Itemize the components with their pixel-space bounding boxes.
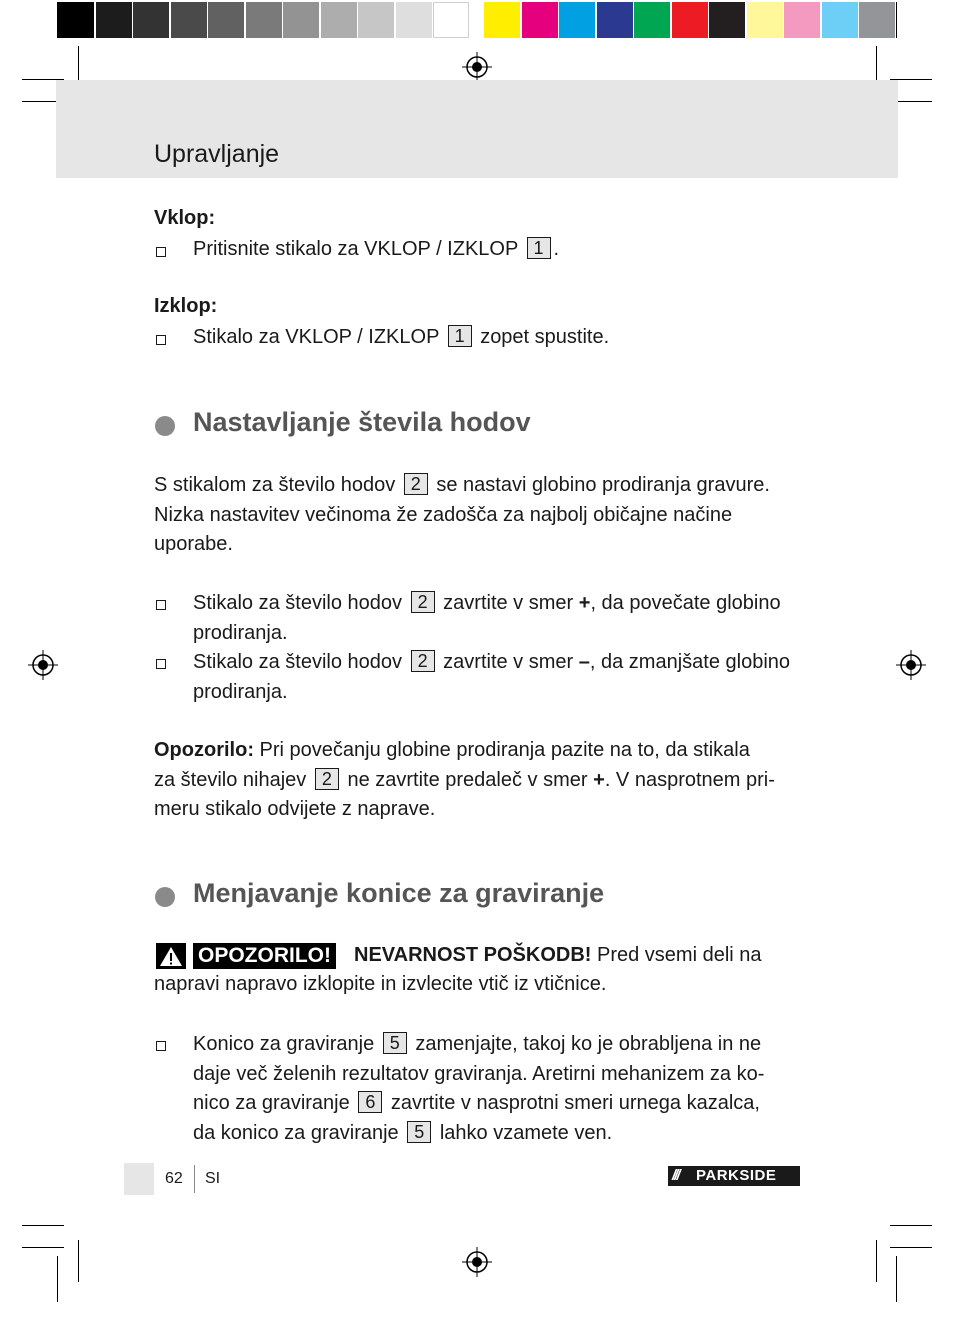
stroke-decrease-item: Stikalo za število hodov 2 zavrtite v smer –, da zmanjšate globino prodiranja. — [193, 651, 791, 703]
crop-mark — [57, 2, 58, 38]
crop-mark — [22, 1225, 64, 1226]
grayscale-swatch — [283, 2, 319, 38]
bullet-square-icon — [156, 600, 166, 610]
bullet-square-icon — [156, 659, 166, 669]
warning-badge: OPOZORILO! — [193, 943, 336, 969]
section-bullet-icon — [155, 416, 175, 436]
crop-mark — [57, 1256, 58, 1302]
crop-mark — [78, 1240, 79, 1282]
warning-text: NEVARNOST POŠKODB! Pred vsemi deli na — [354, 944, 762, 966]
bullet-square-icon — [156, 335, 166, 345]
process-color-swatch — [859, 2, 895, 38]
vklop-item: Pritisnite stikalo za VKLOP / IZKLOP 1 . — [193, 238, 560, 260]
stroke-intro-paragraph: S stikalom za število hodov 2 se nastavi globino prodiranja gravure. Nizka nastavitev večinoma že zadošča za najbolj običajne načine uporabe. — [154, 474, 770, 555]
grayscale-swatch — [321, 2, 357, 38]
page-title: Upravljanje — [154, 140, 280, 168]
footer-divider — [194, 1165, 195, 1193]
grayscale-swatch — [358, 2, 394, 38]
grayscale-swatch — [133, 2, 169, 38]
grayscale-swatch — [433, 2, 469, 38]
grayscale-swatch — [171, 2, 207, 38]
bullet-square-icon — [156, 1041, 166, 1051]
grayscale-swatch — [58, 2, 94, 38]
crop-mark — [896, 1256, 897, 1302]
bullet-square-icon — [156, 247, 166, 257]
parkside-logo: /// PARKSIDE — [668, 1166, 800, 1186]
grayscale-swatch — [96, 2, 132, 38]
stroke-increase-item: Stikalo za število hodov 2 zavrtite v smer +, da povečate globino prodiranja. — [193, 592, 781, 644]
process-color-swatch — [747, 2, 783, 38]
section-heading-stroke: Nastavljanje števila hodov — [193, 407, 531, 437]
crop-mark — [896, 2, 897, 38]
language-code: SI — [205, 1170, 221, 1187]
registration-mark-icon — [462, 52, 492, 82]
section-heading-tip-change: Menjavanje konice za graviranje — [193, 878, 605, 908]
grayscale-swatch — [208, 2, 244, 38]
izklop-item: Stikalo za VKLOP / IZKLOP 1 zopet spustite. — [193, 326, 610, 348]
footer-marker — [124, 1163, 154, 1195]
crop-mark — [890, 1225, 932, 1226]
process-color-swatch — [784, 2, 820, 38]
registration-mark-icon — [896, 650, 926, 680]
section-bullet-icon — [155, 887, 175, 907]
caution-note: Opozorilo: Pri povečanju globine prodiranja pazite na to, da stikala za število nihajev 2 ne zavrtite predaleč v smer +. V nasprotnem pri- meru stikalo odvijete z naprave. — [154, 739, 775, 820]
process-color-swatch — [709, 2, 745, 38]
process-color-swatch — [634, 2, 670, 38]
process-color-swatch — [484, 2, 520, 38]
page-number: 62 — [165, 1170, 183, 1187]
grayscale-swatch — [396, 2, 432, 38]
izklop-label: Izklop: — [154, 295, 218, 317]
registration-mark-icon — [28, 650, 58, 680]
vklop-label: Vklop: — [154, 207, 216, 229]
registration-mark-icon — [462, 1247, 492, 1277]
warning-triangle-icon — [156, 943, 186, 969]
crop-mark — [22, 1247, 64, 1248]
process-color-swatch — [559, 2, 595, 38]
tip-change-item: Konico za graviranje 5 zamenjajte, takoj ko je obrabljena in ne daje več želenih rezultatov graviranja. Aretirni mehanizem za ko- nico za graviranje 6 zavrtite v nasprotni smeri urnega kazalca, da konico za graviranje 5 lahko vzamete ven. — [193, 1033, 765, 1144]
crop-mark — [876, 1240, 877, 1282]
process-color-swatch — [522, 2, 558, 38]
warning-text-line2: napravi napravo izklopite in izvlecite vtič iz vtičnice. — [154, 973, 607, 995]
grayscale-swatch — [246, 2, 282, 38]
process-color-swatch — [672, 2, 708, 38]
crop-mark — [890, 1247, 932, 1248]
process-color-swatch — [597, 2, 633, 38]
process-color-swatch — [822, 2, 858, 38]
